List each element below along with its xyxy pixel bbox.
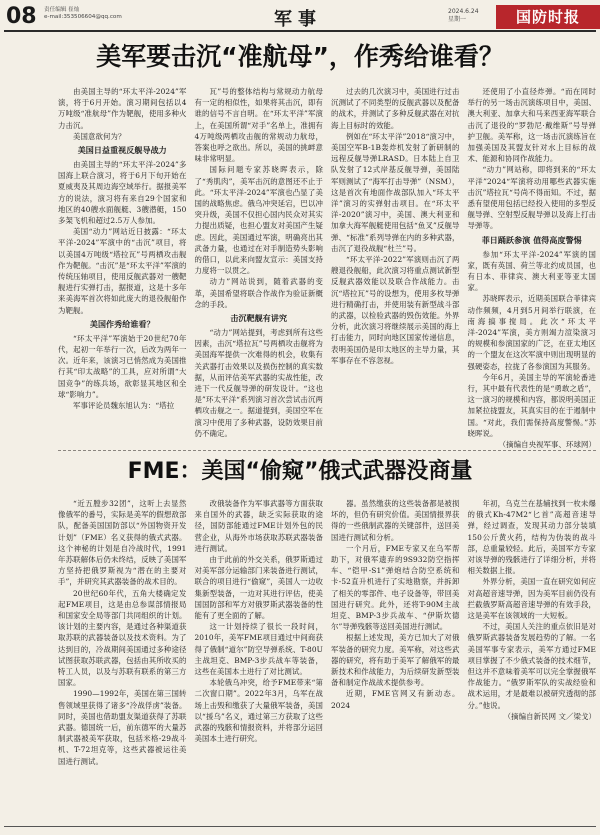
- article2-headline: FME：美国“偷窥”俄式武器没商量: [127, 459, 473, 484]
- paragraph: 一个月后，FME专家又在乌军帮助下，对俄军遗弃的9S932防空指挥车、“铠甲-S1”弹炮结合防空系统和卡-52直升机进行了实地勘察，并拆卸了相关的零部件、电子设备等，带回美国进行研究。此外，还将T-90M主战坦克、BMP-3步兵战车、“伊斯坎德尔”导弹残骸等送回美国进行测试。: [331, 543, 460, 632]
- page-header: [4, 4, 596, 32]
- paragraph: 还使用了小直径炸弹。“而在同时举行的另一场击沉演练项目中，美国、澳大利亚、加拿大和马来西亚海军联合击沉了退役的“罗勃尼·戴维斯”号导弹护卫舰。美军称，这一场击沉演练旨在加强美国及其盟友针对水上目标的战术、能源和协同作战能力。: [467, 87, 596, 164]
- paragraph: 器。虽然缴获的这些装备都是被损坏的，但仍有研究价值。美国情报界获得的一些俄制武器的关键部件，送回美国进行测试和分析。: [331, 499, 460, 542]
- subheading: 美国作秀给谁看？: [89, 319, 155, 329]
- article2-column-4: [468, 498, 597, 820]
- paragraph: 美国意欲何为？: [73, 131, 126, 141]
- article2-body: [58, 498, 596, 820]
- newspaper-masthead: 国防时报: [496, 5, 600, 29]
- paragraph: 动力”网站说到，随着武器的变革，美国希望将联合作战作为验证新概念的手段。: [194, 277, 323, 309]
- issue-date: [448, 8, 479, 24]
- article2-source-credit: （摘编自新民网 文／梁戈）: [503, 711, 596, 721]
- date-text: 2024.6.24: [448, 8, 479, 15]
- paragraph: 外界分析，美国一直在研究如何应对高超音速导弹，因为美军目前仍没有拦截俄罗斯高超音速导弹的有效手段，这是美军在该领域的一大短板。: [467, 577, 596, 621]
- editor-email: e-mail:353506604@qq.com: [44, 14, 122, 20]
- article2-column-3: [331, 498, 460, 820]
- paragraph: 本轮俄乌冲突，给予FME带来“第二次窗口期”。2022年3月，乌军在战场上击毁和缴获了大量俄军装备，美国以“援乌”名义，通过第三方获取了这些武器的残骸和情报资料，并将部分运回美国本土进行研究。: [194, 678, 323, 744]
- page-number: 08: [6, 4, 37, 29]
- article1-source-credit: （摘编自央视军事、环球网）: [498, 440, 596, 450]
- footer-rule: [4, 826, 596, 827]
- paragraph: 年初，乌克兰在基辅找到一枚未爆的俄式Kh-47M2“匕首”高超音速导弹，经过调查，发现其动力部分装填150公斤黄火药，结构为伪装的战斗部，总重量较轻。此后，美国军方专家对该导弹的残骸进行了详细分析，并将相关数据上报。: [467, 499, 596, 576]
- paragraph: “动力”网站提到，考虑到所有这些因素，击沉“塔拉瓦”号两栖攻击舰将为美国海军提供一次难得的机会，收集有关武器打击效果以及损伤控制的真实数据，从而评估美军武器的实战性能，改进下一代反舰导弹的研发设计。“这也是”环太平洋“系列演习首次尝试击沉两栖攻击舰之一。据道提到，美国空军在演习中使用了多种武器，设防效果目前仍不确定。: [194, 328, 323, 438]
- paragraph: 由于此前的外交关系，俄罗斯通过对美军部分运输部门来装备进行测试，联合的项目进行“偷窥”，美国人一边收集新型装备，一边对其进行评估，使美国国防部和军方对俄罗斯武器装备的性能有了更全面的了解。: [194, 555, 323, 621]
- article1-column-4: [467, 86, 597, 450]
- paragraph: “动力”网站称，即将到来的“环太平洋”2024“军演将动用哪些武器实施击沉”塔拉瓦“号尚不得而知。不过，据悉有望使用包括已经投入使用的多型反舰导弹、空射型反舰导弹以及海上打击导弹等。: [467, 165, 596, 231]
- paragraph: “近五膛步32团”，这听上去显然像俄军的番号，实际是美军的假想敌部队，配备美国国防部以“外国物资开发计划”（FME）名义获得的俄式武器。这个神秘的计划是自冷战时代，1991年苏联解体后仍未终结，反映了美国军方坚持把俄罗斯视为“潜在的主要对手”，并研究其武器装备的战术目的。: [58, 499, 187, 587]
- paragraph: 军事评论员魏东旭认为：“塔拉: [73, 401, 175, 411]
- editor-credit: 责任编辑 崔灿: [44, 7, 80, 13]
- paragraph: 参加“环太平洋-2024”军演的国家，既有英国、荷兰等北约成员国，也有日本、菲律宾、澳大利亚等亚太国家。: [467, 249, 596, 293]
- article1-body: [58, 86, 596, 450]
- paragraph: 苏晓晖表示，近期美国联合菲律宾动作频频，4月到5月间举行联演，在南海搞事搅局。此次“环太平洋-2024”军演，美方则竭力渲染演习的规模和参演国家的广泛，在亚太地区的一个盟友在这次军演中则出现明显的强硬姿态，拉拢了各参演国为其服务。: [467, 294, 596, 371]
- article1-column-2: [195, 86, 324, 442]
- paragraph: 近期，FME官网又有新动态。2024: [331, 689, 460, 710]
- subheading: 美国日益重视反舰导战力: [77, 146, 167, 156]
- article1-column-1: [58, 86, 187, 442]
- paragraph: 例如在“环太平洋”2018“演习中，美国空军B-1B轰炸机发射了新研制的远程反舰导弹LRASD。日本陆上自卫队发射了12式岸基反舰导弹，美国陆军则测试了“海军打击导弹”（NSM），这是首次有地面作战部队加入“环太平洋”演习的实弹射击项目。在“环太平洋-2020”演习中，美国、澳大利亚和加拿大海军舰艇使用包括“鱼叉”反舰导弹、“标准”系列导弹在内的多种武器，击沉了退役战舰“杜兰”号。: [331, 131, 460, 253]
- weekday-text: 星期一: [448, 16, 467, 23]
- paragraph: 这一计划持续了很长一段时间，2010年，美军FME项目通过中间商获得了俄制“道尔”防空导弹系统、T-80U主战坦克、BMP-3步兵战车等装备，这些在美国本土进行了对比测试。: [194, 622, 323, 677]
- paragraph: “环太平洋”军演始于20世纪70年代，起初一年举行一次，后改为两年一次。近年来，该演习已悄然成为美国推行其“印太战略”的工具，应对所谓“大国竞争”的练兵场，欲彰显其地区和全球“影响力”。: [58, 333, 187, 399]
- article-divider: [58, 450, 596, 451]
- paragraph: “环太平洋-2022”军演则击沉了两艘退役舰船，此次演习将重点测试新型反舰武器效能以及联合作战能力。击沉“塔拉瓦”号的设想为，使用多枚导弹进行精确打击，并使用装有新型战斗部的武器，以检验武器的毁伤效能。外界分析，此次演习将继续展示美国的海上打击能力，同时向地区国家传递信息，表明美国仍是印太地区的主导力量，其军事存在不容忽视。: [331, 255, 460, 365]
- paragraph: 不过，美国人关注的重点依旧是对俄罗斯武器装备发展趋势的了解。一名美国军事专家表示，美军方通过FME项目掌握了不少俄式装备的技术细节，但这并不意味着美军可以完全掌握俄军作战能力。“俄罗斯军队的实战经验和战术运用，才是最难以被研究透彻的部分。”他说。: [467, 622, 596, 710]
- paragraph: 根据上述发现，美方已加大了对俄军装备的研究力度。美军称，对这些武器的研究，将有助于美军了解俄军的最新技术和作战能力，为后续研发新型装备和制定作战战术提供参考。: [331, 633, 460, 688]
- paragraph: 由美国主导的“环太平洋-2024”军演，将于6月开始。演习期间包括以4万吨级“准航母”作为靶舰，使用多种火力击沉。: [58, 87, 187, 130]
- subheading: 菲日踊跃参演 值得高度警惕: [481, 235, 582, 245]
- header-meta: [44, 7, 122, 21]
- article2-column-2: [195, 498, 324, 820]
- paragraph: 20世纪60年代，五角大楼确定发起FME项目，这是由总参谋部情报局和国家安全局等部门共同组织的计划。该计划的主要内容，是通过各种渠道获取苏联的武器装备以及技术资料。为了达到目的，冷战期间美国通过多种途径试图获取苏联武器，包括由其所收买的特工人员，以及与苏联有联系的第三方国家。: [58, 588, 187, 688]
- paragraph: 国际问题专家苏晓晖表示，除了“秀肌肉”，美军击沉的意图还不止于此。“环太平洋-2024”军演也凸显了美国的战略焦虑。俄乌冲突延宕，巴以冲突升级，美国不仅担心国内民众对其实力提出质疑，也担心盟友对美国产生疑虑。因此，美国通过军演，明确亮出其武备力量，也通过在对手制造势头影响的借口，以此来向盟友宣示：美国支持力度将一以贯之。: [194, 165, 323, 276]
- paragraph: 美国“动力”网站近日披露：“环太平洋-2024”军演中的“击沉”项目，将以美国4万吨级“塔拉瓦”号两栖攻击舰作为靶舰。“击沉”是“环太平洋”军演的传统压轴项目，使用反舰武器对一艘靶舰进行实弹打击，据报道，这是十多年来美海军首次将如此庞大的退役舰船作为靶舰。: [58, 227, 187, 315]
- section-title: 军事: [274, 9, 322, 30]
- paragraph: 过去的几次演习中，美国进行过击沉测试了不同类型的反舰武器以及配备的战术，并测试了多种反舰武器在对抗海上目标时的效能。: [331, 87, 460, 130]
- paragraph: 1990—1992年，美国在第三国转售领域里获得了诸多“冷战俘虏”装备。同时，美国也借助盟友渠道获得了苏联武器。德国统一后，前东德军的大量苏制武器被美军获取，包括米格-29战斗机、T-72坦克等，这些武器被运往美国进行测试。: [58, 689, 187, 766]
- paragraph: 瓦”号的整体结构与常规动力航母有一定的相似性，如果将其击沉，即有谁的信号不言自明。在“环太平洋”军演上，在美国所谓“对手”名单上，准拥有4万吨级两栖攻击舰的常规动力航母，答案也呼之欲出。所以，美国的挑衅意味非常明显。: [194, 87, 323, 164]
- paragraph: 今年6月，美国主导的军演轮番进行，其中最有代表性的是“勇敢之盾”，这一演习的规模和内容，都说明美国正加紧拉拢盟友，其真实目的在于遏制中国。“对此，我们需保持高度警惕。”苏晓晖说。: [467, 372, 596, 438]
- article1-headline: 美军要击沉“准航母”，作秀给谁看？: [96, 42, 504, 71]
- subheading: 击沉靶舰有讲究: [230, 314, 288, 324]
- paragraph: 由美国主导的“环太平洋-2024”多国海上联合演习，将于6月下旬开始在夏威夷及其周边海空域举行。据报美军方的说法，演习将有来自29个国家和地区的40艘水面舰艇、3艘潜艇，150多架飞机和超过2.5万人参加。: [58, 160, 187, 226]
- article1-column-3: [331, 86, 460, 442]
- article2-column-1: [58, 498, 187, 820]
- paragraph: 改俄装备作为军事武器等方面获取来自国外的武器，缺乏实际获取的途径，国防部能通过FME计划外包的民营企业，从海外市场获取苏联武器装备进行测试。: [194, 499, 323, 553]
